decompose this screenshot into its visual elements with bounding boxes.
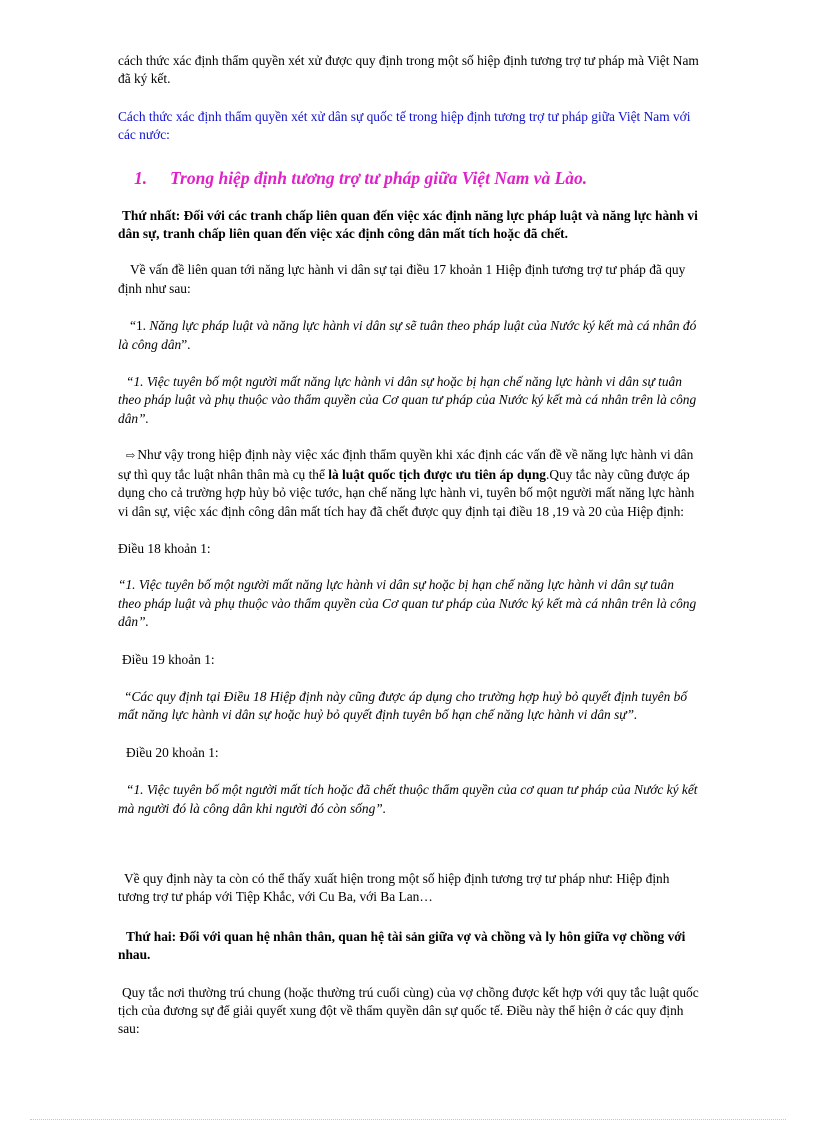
quote-dieu-20: “1. Việc tuyên bố một người mất tích hoặc đã chết thuộc thẩm quyền của cơ quan tư pháp của Nước ký kết mà người đó là công dân khi người đó còn sống”. bbox=[118, 782, 698, 816]
paragraph-thu-nhat: Thứ nhất: Đối với các tranh chấp liên quan đến việc xác định năng lực pháp luật và năng lực hành vi dân sự, tranh chấp liên quan đến việc xác định công dân mất tích hoặc đã chết. bbox=[118, 207, 698, 242]
document-page bbox=[118, 52, 700, 1039]
paragraph-nhu-vay bbox=[118, 446, 700, 521]
section-heading-text: Trong hiệp định tương trợ tư pháp giữa Việt Nam và Lào. bbox=[170, 167, 588, 188]
quote-tuyen-bo: “1. Việc tuyên bố một người mất năng lực hành vi dân sự hoặc bị hạn chế năng lực hành vi dân sự tuân theo pháp luật và phụ thuộc vào thẩm quyền của Cơ quan tư pháp của Nước ký kết mà cá nhân trên là công dân”. bbox=[118, 374, 697, 426]
paragraph-nang-luc: Về vấn đề liên quan tới năng lực hành vi dân sự tại điều 17 khoản 1 Hiệp định tương trợ tư pháp đã quy định như sau: bbox=[118, 262, 686, 296]
paragraph-blue-intro: Cách thức xác định thẩm quyền xét xử dân sự quốc tế trong hiệp định tương trợ tư pháp giữa Việt Nam với các nước: bbox=[118, 108, 691, 143]
quote-dieu-17-text: Năng lực pháp luật và năng lực hành vi dân sự sẽ tuân theo pháp luật của Nước ký kết mà cá nhân đó là công dân bbox=[118, 318, 697, 352]
quote-dieu-18: “1. Việc tuyên bố một người mất năng lực hành vi dân sự hoặc bị hạn chế năng lực hành vi dân sự tuân theo pháp luật và phụ thuộc vào thẩm quyền của Cơ quan tư pháp của Nước ký kết mà cá nhân trên là công dân”. bbox=[118, 577, 697, 630]
section-heading bbox=[118, 168, 700, 189]
quote-dieu-17 bbox=[118, 317, 700, 354]
arrow-right-icon: ⇨ bbox=[126, 450, 136, 463]
label-dieu-19: Điều 19 khoản 1: bbox=[122, 651, 215, 667]
paragraph-nhu-vay-part2: .Quy tắc này cũng được áp dụng cho cả trường hợp hủy bỏ việc tước, hạn chế năng lực hành vi, tuyên bố một người mất năng lực hành vi dân sự, việc xác định công dân mất tích hay đã chết được quy định tại điều 18 ,19 và 20 của Hiệp định: bbox=[118, 466, 695, 519]
paragraph-nhu-vay-bold: là luật quốc tịch được ưu tiên áp dụng bbox=[328, 466, 546, 482]
label-dieu-20: Điều 20 khoản 1: bbox=[126, 744, 219, 760]
paragraph-thu-hai: Thứ hai: Đối với quan hệ nhân thân, quan hệ tài sản giữa vợ và chồng và ly hôn giữa vợ chồng với nhau. bbox=[118, 928, 686, 963]
quote-dieu-19: “Các quy định tại Điều 18 Hiệp định này cũng được áp dụng cho trường hợp huỷ bỏ quyết định tuyên bố mất năng lực hành vi dân sự hoặc huỷ bỏ quyết định tuyên bố hạn chế năng lực hành vi dân sự”. bbox=[118, 688, 688, 723]
paragraph-ve-quy-dinh: Về quy định này ta còn có thể thấy xuất hiện trong một số hiệp định tương trợ tư pháp như: Hiệp định tương trợ tư pháp với Tiệp Khắc, với Cu Ba, với Ba Lan… bbox=[118, 870, 670, 905]
paragraph-nhu-vay-part1: Như vậy trong hiệp định này việc xác định thẩm quyền khi xác định các vấn đề về năng lực hành vi dân sự thì quy tắc luật nhân thân mà cụ thể bbox=[118, 447, 694, 482]
label-dieu-18: Điều 18 khoản 1: bbox=[118, 540, 211, 556]
section-heading-number: 1. bbox=[134, 167, 148, 188]
quote-open: “1. bbox=[130, 318, 150, 334]
paragraph-intro: cách thức xác định thẩm quyền xét xử được quy định trong một số hiệp định tương trợ tư pháp mà Việt Nam đã ký kết. bbox=[118, 53, 699, 87]
paragraph-quy-tac: Quy tắc nơi thường trú chung (hoặc thường trú cuối cùng) của vợ chồng được kết hợp với quy tắc luật quốc tịch của đương sự để giải quyết xung đột về thẩm quyền dân sự quốc tế. Điều này thể hiện ở các quy định sau: bbox=[118, 984, 699, 1037]
quote-close: ”. bbox=[181, 336, 191, 352]
page-bottom-divider bbox=[30, 1119, 786, 1120]
